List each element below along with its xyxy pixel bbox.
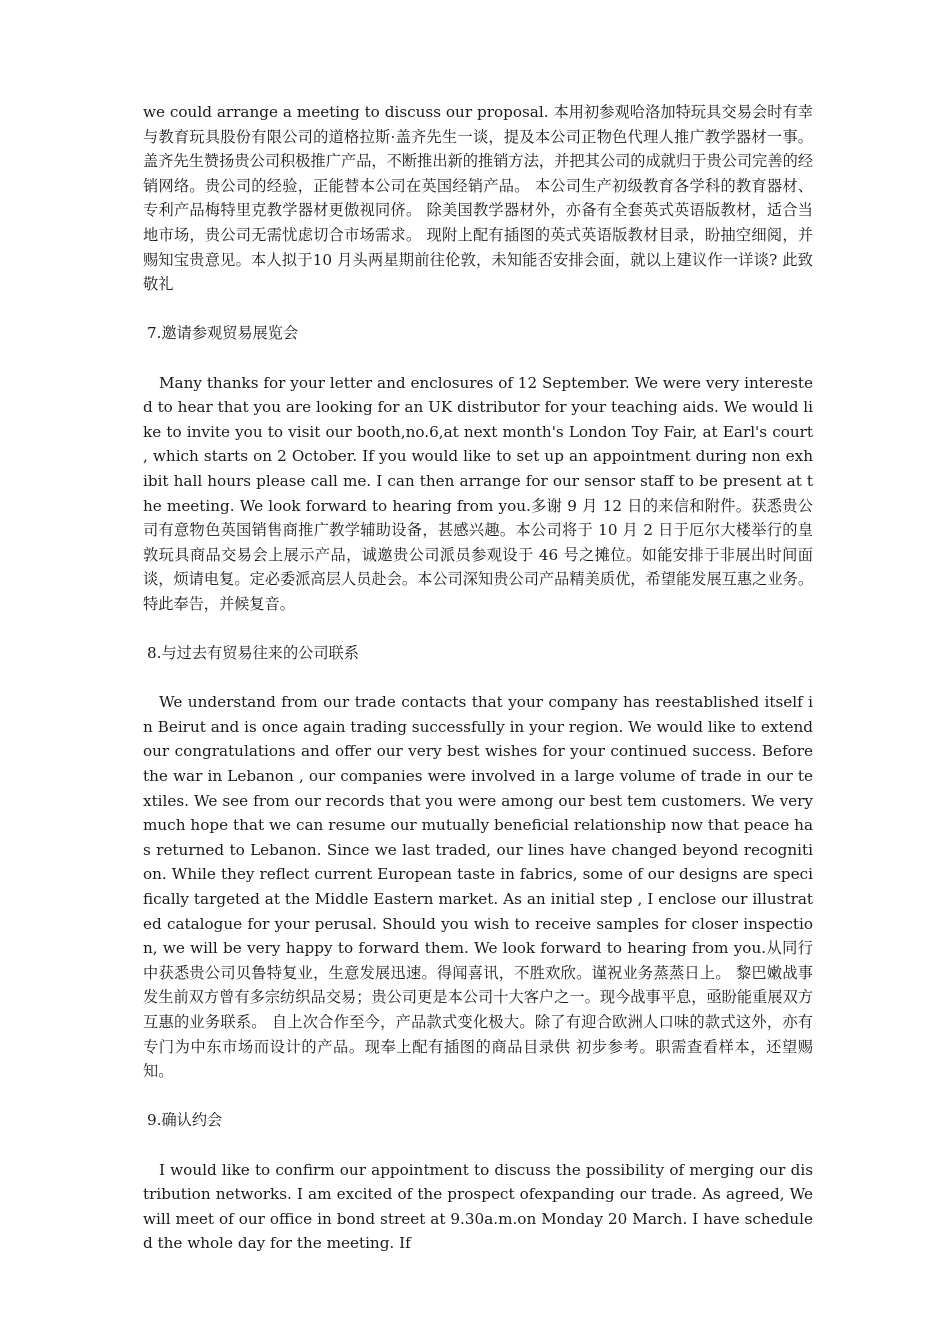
spacer [143,1084,813,1109]
spacer [143,666,813,691]
spacer [143,616,813,641]
document-body [143,100,813,1256]
section-7-heading: 7.邀请参观贸易展览会 [147,324,299,343]
section-7-body: Many thanks for your letter and enclosures of 12 September. We were very interested to hear that you are looking for an UK distributor for your teaching aids. We would like to invite you to visit our booth,no.6,at next month's London Toy Fair, at Earl's court , which starts on 2 October. If you would like to set up an appointment during non exhibit hall hours please call me. I can then arrange for our sensor staff to be present at the meeting. We look forward to hearing from you.多谢 9 月 12 日的来信和附件。获悉贵公司有意物色英国销售商推广教学辅助设备，甚感兴趣。本公司将于 10 月 2 日于厄尔大楼举行的皇敦玩具商品交易会上展示产品，诚邀贵公司派员参观设于 46 号之摊位。如能安排于非展出时间面谈，烦请电复。定必委派高层人员赴会。本公司深知贵公司产品精美质优，希望能发展互惠之业务。 特此奉告，并候复音。 [143,373,813,613]
spacer [143,346,813,371]
section-8-heading: 8.与过去有贸易往来的公司联系 [147,644,359,663]
section-8-body: We understand from our trade contacts that your company has reestablished itself in Beirut and is once again trading successfully in your region. We would like to extend our congratulations and offer our very best wishes for your continued success. Before the war in Lebanon , our companies were involved in a large volume of trade in our textiles. We see from our records that you were among our best tem customers. We very much hope that we can resume our mutually beneficial relationship now that peace has returned to Lebanon. Since we last traded, our lines have changed beyond recognition. While they reflect current European taste in fabrics, some of our designs are specifically targeted at the Middle Eastern market. As an initial step , I enclose our illustrated catalogue for your perusal. Should you wish to receive samples for closer inspection, we will be very happy to forward them. We look forward to hearing from you.从同行中获悉贵公司贝鲁特复业，生意发展迅速。得闻喜讯，不胜欢欣。谨祝业务蒸蒸日上。 黎巴嫩战事发生前双方曾有多宗纺织品交易；贵公司更是本公司十大客户之一。现今战事平息，亟盼能重展双方互惠的业务联系。 自上次合作至今，产品款式变化极大。除了有迎合欧洲人口味的款式这外，亦有专门为中东市场而设计的产品。现奉上配有插图的商品目录供 初步参考。职需查看样本，还望赐知。 [143,693,813,1081]
section-9-heading: 9.确认约会 [147,1111,223,1130]
section-9-body: I would like to confirm our appointment to discuss the possibility of merging our distribution networks. I am excited of the prospect ofexpanding our trade. As agreed, We will meet of our office in bond street at 9.30a.m.on Monday 20 March. I have scheduled the whole day for the meeting. If [143,1160,813,1253]
spacer [143,297,813,322]
spacer [143,1133,813,1158]
intro-paragraph: we could arrange a meeting to discuss our proposal. 本用初参观哈洛加特玩具交易会时有幸与教育玩具股份有限公司的道格拉斯·盖齐先生一谈，提及本公司正物色代理人推广教学器材一事。 盖齐先生赞扬贵公司积极推广产品，不断推出新的推销方法，并把其公司的成就归于贵公司完善的经销网络。贵公司的经验，正能替本公司在英国经销产品。 本公司生产初级教育各学科的教育器材、专利产品梅特里克教学器材更傲视同侪。 除美国教学器材外，亦备有全套英式英语版教材，适合当地市场，贵公司无需忧虑切合市场需求。 现附上配有插图的英式英语版教材目录，盼抽空细阅，并赐知宝贵意见。本人拟于10 月头两星期前往伦敦，未知能否安排会面，就以上建议作一详谈? 此致 敬礼 [143,103,813,294]
